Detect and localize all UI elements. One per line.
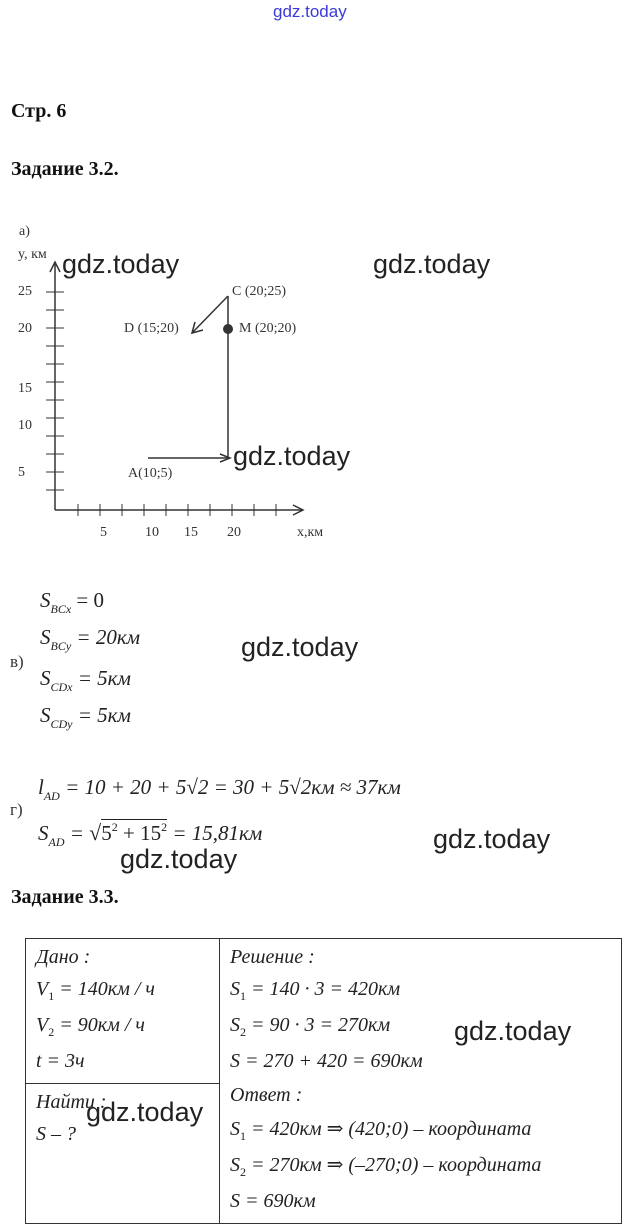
given-v1: $V_1 = 140км / ч$ (36, 978, 155, 1003)
solution-s: S = 270 + 420 = 690км (230, 1050, 423, 1072)
find-s: S – ? (36, 1123, 76, 1145)
point-m (223, 324, 233, 334)
watermark: gdz.today (120, 844, 238, 874)
formula-sbcx: $S_{BCx} = 0$ (40, 588, 105, 616)
answer-title: Ответ : (230, 1084, 303, 1106)
solution-title: Решение : (230, 946, 315, 968)
watermark: gdz.today (373, 249, 491, 279)
y-tick-20: 20 (18, 321, 32, 336)
part-v-label: в) (10, 652, 24, 671)
y-tick-15: 15 (18, 381, 32, 396)
solution-s2: $S_2 = 90 \cdot 3 = 270км$ (230, 1014, 391, 1039)
watermark-top: gdz.today (273, 2, 347, 21)
x-tick-15: 15 (184, 525, 198, 540)
segment-cd (193, 296, 228, 332)
watermark: gdz.today (454, 1016, 572, 1046)
y-axis-label: y, км (18, 247, 47, 262)
watermark: gdz.today (62, 249, 180, 279)
find-title: Найти : (36, 1091, 107, 1113)
solution-cell (220, 939, 622, 1224)
part-g-label: г) (10, 800, 23, 819)
solution-s1: $S_1 = 140 \cdot 3 = 420км$ (230, 978, 401, 1003)
formula-sad: $S_{AD} = √5^2 + 15^2 = 15,81км$ (38, 820, 263, 849)
watermark: gdz.today (86, 1097, 204, 1127)
part-a-label: а) (19, 224, 30, 239)
y-tick-5: 5 (18, 465, 25, 480)
formula-scdx: $S_{CDx} = 5км$ (40, 666, 131, 694)
watermark: gdz.today (433, 824, 551, 854)
x-tick-5: 5 (100, 525, 107, 540)
answer-s1: $S_1 = 420км$ ⇒ (420;0) – координата (230, 1118, 532, 1143)
task-3-3-title: Задание 3.3. (11, 886, 119, 908)
watermark: gdz.today (241, 632, 359, 662)
answer-s: S = 690км (230, 1190, 316, 1212)
solution-table (25, 938, 622, 1224)
point-a-label: A(10;5) (128, 466, 173, 481)
x-tick-10: 10 (145, 525, 159, 540)
x-axis-label: x,км (297, 525, 324, 540)
point-c-label: C (20;25) (232, 284, 287, 299)
given-t: t = 3ч (36, 1050, 85, 1072)
formula-scdy: $S_{CDy} = 5км$ (40, 703, 131, 731)
coordinate-graph (0, 0, 635, 560)
answer-s2: $S_2 = 270км$ ⇒ (–270;0) – координата (230, 1154, 542, 1179)
y-tick-25: 25 (18, 284, 32, 299)
y-tick-10: 10 (18, 418, 32, 433)
given-v2: $V_2 = 90км / ч$ (36, 1014, 145, 1039)
formula-lad: $l_{AD} = 10 + 20 + 5√2 = 30 + 5√2км \approx 37км$ (38, 775, 401, 803)
formula-sbcy: $S_{BCy} = 20км$ (40, 625, 141, 653)
x-tick-20: 20 (227, 525, 241, 540)
given-title: Дано : (36, 946, 91, 968)
page-number: Стр. 6 (11, 100, 67, 122)
watermark: gdz.today (233, 441, 351, 471)
point-d-label: D (15;20) (124, 321, 179, 336)
given-cell (26, 939, 220, 1084)
task-3-2-title: Задание 3.2. (11, 158, 119, 180)
point-m-label: M (20;20) (239, 321, 297, 336)
